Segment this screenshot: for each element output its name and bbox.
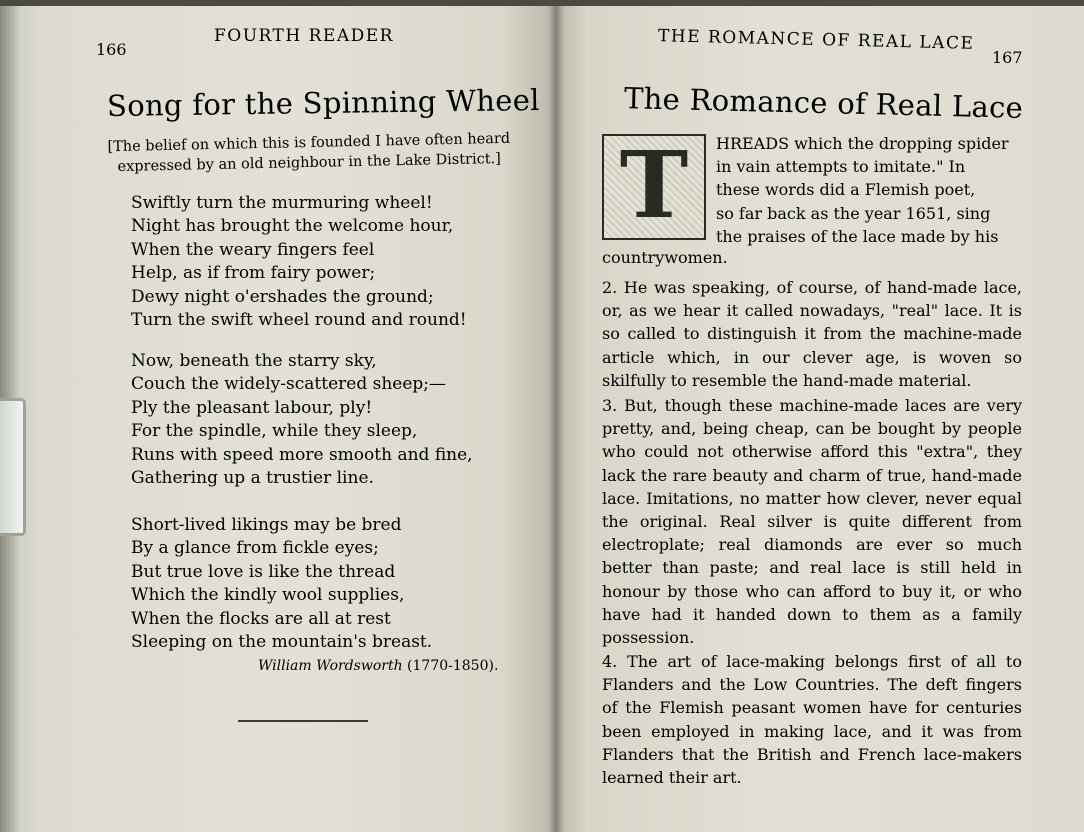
decorated-initial bbox=[602, 131, 706, 240]
drop-cap-letter: T bbox=[619, 131, 689, 239]
paragraph-4: 4. The art of lace-making belongs first of all to Flanders and the Low Countries. The deft fingers of the Flemish peasant women have for centuries been employed in making lace, and it was from Flanders that the British and French lace-makers learned their art. bbox=[602, 652, 1022, 788]
stanza-2 bbox=[131, 350, 473, 490]
paragraph-2: 2. He was speaking, of course, of hand-made lace, or, as we hear it called nowadays, "real" lace. It is so called to distinguish it from the machine-made article which, in our clever age, is woven so skilfully to resemble the hand-made material. bbox=[602, 278, 1022, 390]
left-page-number: 166 bbox=[96, 40, 127, 59]
poem-note-line: expressed by an old neighbour in the Lake District.] bbox=[117, 150, 502, 176]
paragraph-1-line: in vain attempts to imitate." In bbox=[716, 157, 966, 177]
verse-line: Short-lived likings may be bred bbox=[131, 515, 402, 535]
verse-line: When the flocks are all at rest bbox=[131, 608, 391, 629]
article-title: The Romance of Real Lace bbox=[623, 81, 1024, 125]
verse-line: Help, as if from fairy power; bbox=[131, 263, 376, 284]
binder-clip bbox=[0, 398, 26, 536]
verse-line: Couch the widely-scattered sheep;— bbox=[131, 374, 447, 395]
verse-line: Swiftly turn the murmuring wheel! bbox=[131, 193, 433, 213]
paragraph-1-line: HREADS which the dropping spider bbox=[716, 134, 1009, 153]
poet-dates: (1770-1850). bbox=[407, 658, 499, 674]
verse-line: When the weary fingers feel bbox=[131, 239, 375, 260]
verse-line: Which the kindly wool supplies, bbox=[131, 585, 405, 606]
verse-line: Turn the swift wheel round and round! bbox=[131, 310, 467, 331]
left-running-header: FOURTH READER bbox=[214, 26, 394, 46]
verse-line: Sleeping on the mountain's breast. bbox=[131, 632, 433, 653]
right-page-number: 167 bbox=[992, 48, 1023, 67]
verse-line: Gathering up a trustier line. bbox=[131, 468, 374, 489]
right-running-header: THE ROMANCE OF REAL LACE bbox=[657, 26, 975, 54]
poem-title: Song for the Spinning Wheel bbox=[106, 82, 540, 124]
poem-attribution bbox=[258, 658, 498, 674]
paragraph-1-tail: countrywomen. bbox=[602, 248, 728, 267]
poet-name: William Wordsworth bbox=[258, 658, 403, 674]
stanza-1 bbox=[131, 192, 467, 332]
verse-line: Now, beneath the starry sky, bbox=[131, 351, 377, 371]
verse-line: For the spindle, while they sleep, bbox=[131, 421, 418, 442]
paragraph-1 bbox=[716, 132, 1022, 248]
verse-line: Dewy night o'ershades the ground; bbox=[131, 286, 434, 307]
paragraph-1-line: these words did a Flemish poet, bbox=[716, 180, 976, 200]
verse-line: But true love is like the thread bbox=[131, 561, 396, 582]
verse-line: By a glance from fickle eyes; bbox=[131, 538, 379, 559]
verse-line: Night has brought the welcome hour, bbox=[131, 216, 454, 237]
verse-line: Runs with speed more smooth and fine, bbox=[131, 444, 473, 465]
paragraph-1-line: the praises of the lace made by his bbox=[716, 226, 999, 246]
verse-line: Ply the pleasant labour, ply! bbox=[131, 397, 373, 418]
stanza-3 bbox=[131, 514, 432, 654]
section-rule bbox=[238, 720, 368, 722]
paragraph-1-line: so far back as the year 1651, sing bbox=[716, 203, 991, 223]
poem-note-line: [The belief on which this is founded I have often heard bbox=[107, 130, 511, 156]
book-gutter bbox=[548, 6, 564, 832]
paragraph-3: 3. But, though these machine-made laces are very pretty, and, being cheap, can be bought by people who could not otherwise afford this "extra", they lack the rare beauty and charm of true, hand-made lace. Imitations, no matter how clever, never equal the original. Real silver is quite different from electroplate; real diamonds are ever so much better than paste; and real lace is still held in honour by those who can afford to buy it, or who have had it handed down to them as a family possession. bbox=[602, 396, 1022, 648]
